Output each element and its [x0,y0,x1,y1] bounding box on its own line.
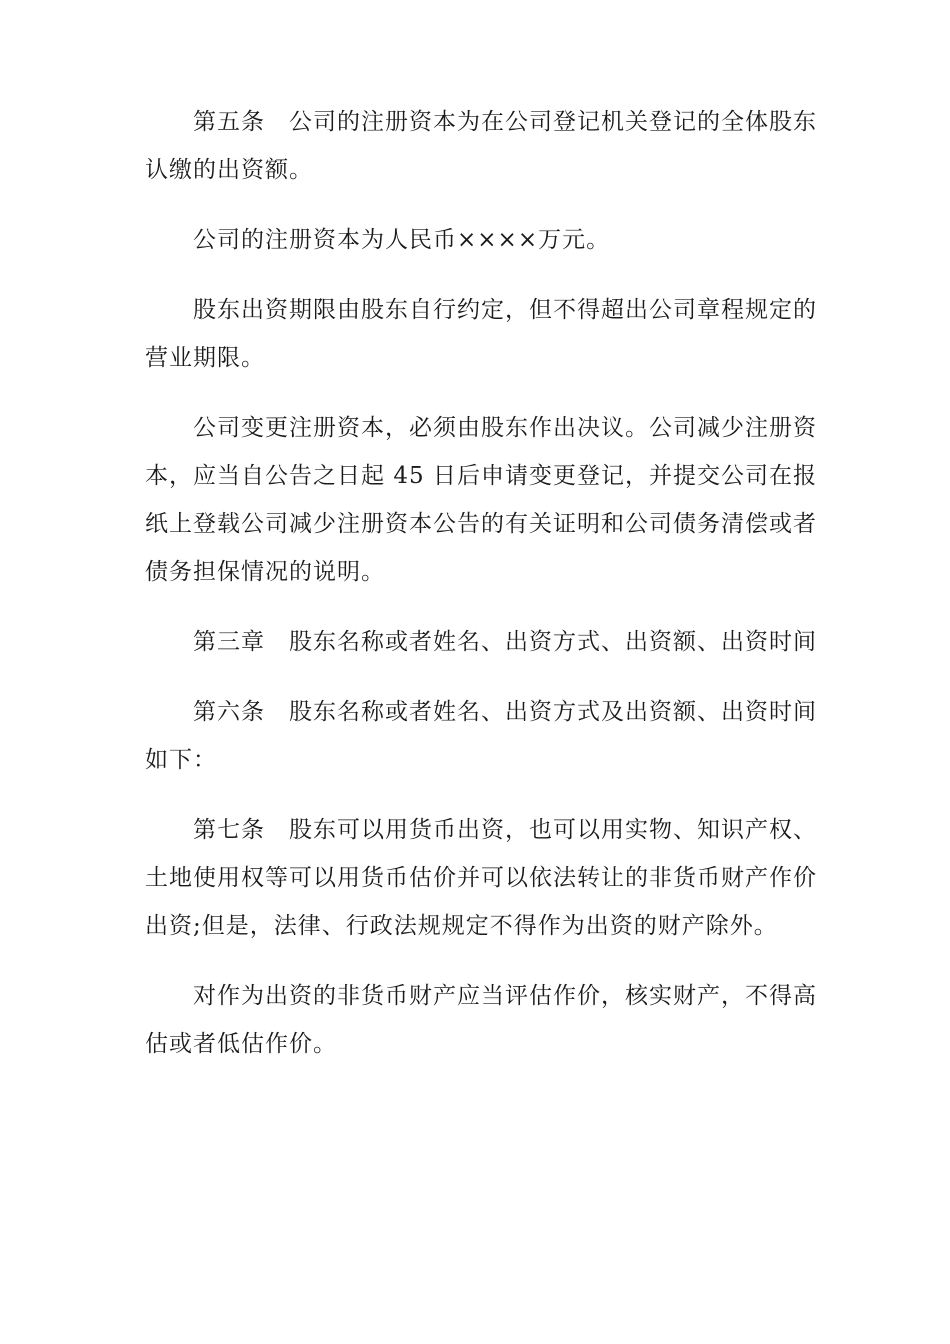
article-6-paragraph: 第六条 股东名称或者姓名、出资方式及出资额、出资时间如下： [145,699,817,773]
non-monetary-valuation-paragraph: 对作为出资的非货币财产应当评估作价，核实财产，不得高估或者低估作价。 [145,983,817,1057]
capital-change-paragraph: 公司变更注册资本，必须由股东作出决议。公司减少注册资本，应当自公告之日起 45 日后申请变更登记，并提交公司在报纸上登载公司减少注册资本公告的有关证明和公司债务清偿或者债务担保情况的说明。 [145,415,817,585]
contribution-term-paragraph: 股东出资期限由股东自行约定，但不得超出公司章程规定的营业期限。 [145,297,817,371]
registered-capital-paragraph: 公司的注册资本为人民币××××万元。 [193,227,611,253]
document-body [145,98,817,1090]
chapter-3-heading: 第三章 股东名称或者姓名、出资方式、出资额、出资时间 [193,629,817,655]
article-7-paragraph: 第七条 股东可以用货币出资，也可以用实物、知识产权、土地使用权等可以用货币估价并可以依法转让的非货币财产作价出资;但是，法律、行政法规规定不得作为出资的财产除外。 [145,817,817,939]
article-5-paragraph: 第五条 公司的注册资本为在公司登记机关登记的全体股东认缴的出资额。 [145,109,817,183]
